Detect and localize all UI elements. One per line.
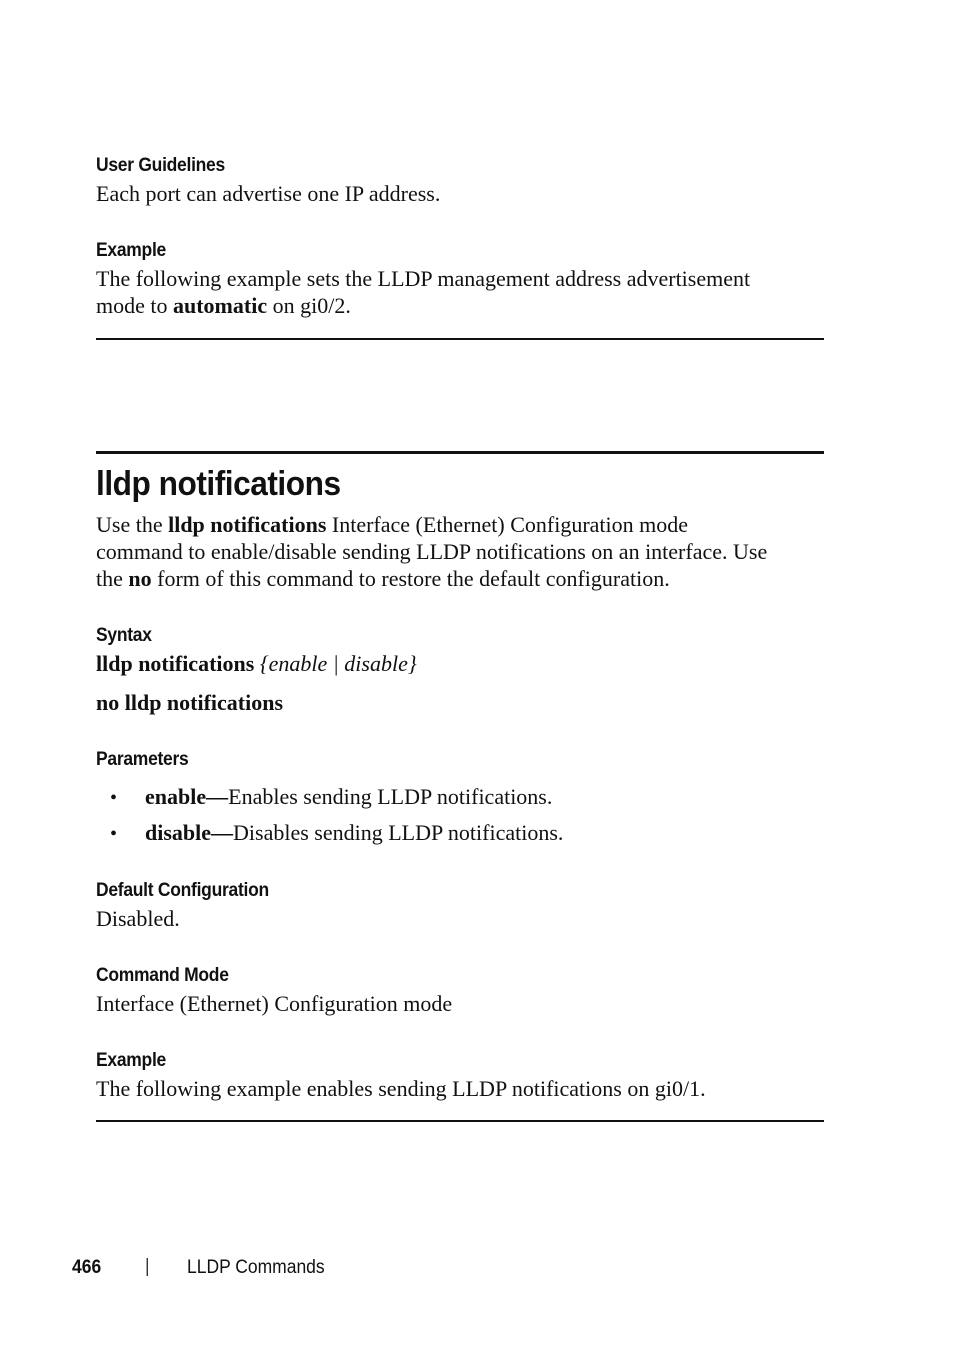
example-top-line2 [96,292,750,319]
list-item [110,819,117,848]
list-item [110,783,117,812]
bullet-icon: • [110,823,118,845]
syntax-command [96,650,417,677]
user-guidelines-heading: User Guidelines [96,155,225,176]
chapter-title: LLDP Commands [187,1257,325,1278]
example-heading: Example [96,1050,166,1071]
default-config-text: Disabled. [96,906,180,931]
parameter-desc: Disables sending LLDP notifications. [233,820,564,845]
desc-line1 [96,511,767,538]
desc-line3 [96,565,767,592]
footer-separator: | [145,1256,150,1277]
example-heading-top: Example [96,240,166,261]
parameter-disable [145,819,563,846]
example-text-top [96,265,750,319]
user-guidelines-text: Each port can advertise one IP address. [96,181,441,206]
divider-rule-top [96,338,824,340]
parameter-name: disable— [145,820,234,845]
default-config-heading: Default Configuration [96,880,269,901]
divider-rule-bottom [96,1120,824,1122]
section-description [96,511,767,592]
page-number: 466 [72,1257,102,1278]
desc-line3-post: form of this command to restore the default configuration. [151,566,670,591]
parameter-enable [145,783,552,810]
example-top-line2-pre: mode to [96,293,173,318]
syntax-no: no lldp notifications [96,690,284,715]
parameter-desc: Enables sending LLDP notifications. [228,784,553,809]
desc-line1-pre: Use the [96,512,169,537]
command-mode-heading: Command Mode [96,965,229,986]
command-mode-text: Interface (Ethernet) Configuration mode [96,991,453,1016]
desc-line1-bold: lldp notifications [168,512,327,537]
desc-line2: command to enable/disable sending LLDP notifications on an interface. Use [96,539,768,564]
desc-line3-bold: no [128,566,152,591]
example-top-line2-post: on gi0/2. [267,293,351,318]
syntax-no-command [96,689,283,716]
syntax-args: {enable | disable} [259,651,417,676]
syntax-heading: Syntax [96,625,152,646]
example-top-line1: The following example sets the LLDP management address advertisement [96,266,751,291]
section-top-rule [96,451,824,454]
example-top-line2-bold: automatic [173,293,268,318]
parameter-name: enable— [145,784,229,809]
parameters-heading: Parameters [96,749,189,770]
example-text: The following example enables sending LLDP notifications on gi0/1. [96,1076,706,1101]
syntax-cmd: lldp notifications [96,651,260,676]
desc-line3-pre: the [96,566,129,591]
section-title: lldp notifications [96,465,341,503]
bullet-icon: • [110,787,118,809]
desc-line1-post: Interface (Ethernet) Configuration mode [326,512,689,537]
